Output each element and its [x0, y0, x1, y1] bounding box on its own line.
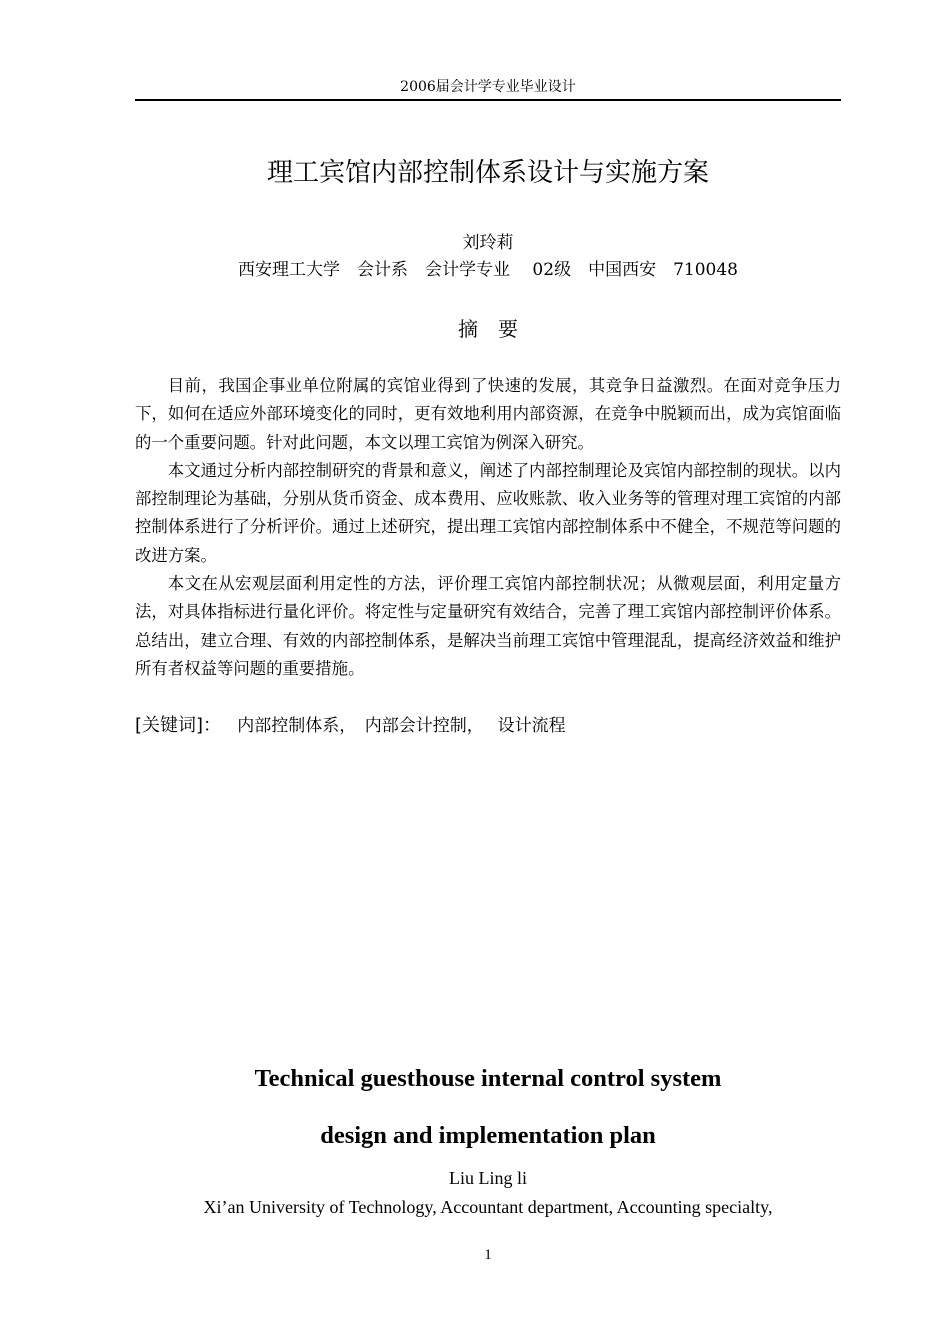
page-header: 2006届会计学专业毕业设计: [400, 79, 576, 95]
english-author: Liu Ling li: [449, 1168, 527, 1188]
english-title-line-2: design and implementation plan: [320, 1122, 656, 1149]
keywords-label: [关键词]：: [135, 715, 222, 736]
page-number: 1: [484, 1247, 492, 1263]
keywords-line: [135, 712, 841, 740]
document-title: 理工宾馆内部控制体系设计与实施方案: [266, 158, 709, 188]
author-affiliation: 西安理工大学 会计系 会计学专业 02级 中国西安 710048: [238, 260, 738, 280]
author-name: 刘玲莉: [462, 233, 514, 253]
abstract-heading: 摘 要: [458, 317, 518, 341]
english-title-line-1: Technical guesthouse internal control system: [254, 1065, 722, 1092]
header-rule: [135, 99, 841, 101]
keywords-list: 内部控制体系， 内部会计控制， 设计流程: [237, 716, 566, 736]
abstract-paragraph: 目前，我国企事业单位附属的宾馆业得到了快速的发展，其竞争日益激烈。在面对竞争压力下，如何在适应外部环境变化的同时，更有效地利用内部资源，在竞争中脱颖而出，成为宾馆面临的一个重要问题。针对此问题，本文以理工宾馆为例深入研究。: [135, 376, 841, 452]
abstract-body: [135, 372, 841, 683]
abstract-paragraph: 本文通过分析内部控制研究的背景和意义，阐述了内部控制理论及宾馆内部控制的现状。以内部控制理论为基础，分别从货币资金、成本费用、应收账款、收入业务等的管理对理工宾馆的内部控制体系进行了分析评价。通过上述研究，提出理工宾馆内部控制体系中不健全，不规范等问题的改进方案。: [135, 460, 841, 565]
abstract-paragraph: 本文在从宏观层面利用定性的方法，评价理工宾馆内部控制状况；从微观层面，利用定量方法，对具体指标进行量化评价。将定性与定量研究有效结合，完善了理工宾馆内部控制评价体系。总结出，建立合理、有效的内部控制体系，是解决当前理工宾馆中管理混乱，提高经济效益和维护所有者权益等问题的重要措施。: [135, 574, 841, 678]
english-affiliation: Xi’an University of Technology, Accountant department, Accounting specialty,: [203, 1197, 773, 1217]
